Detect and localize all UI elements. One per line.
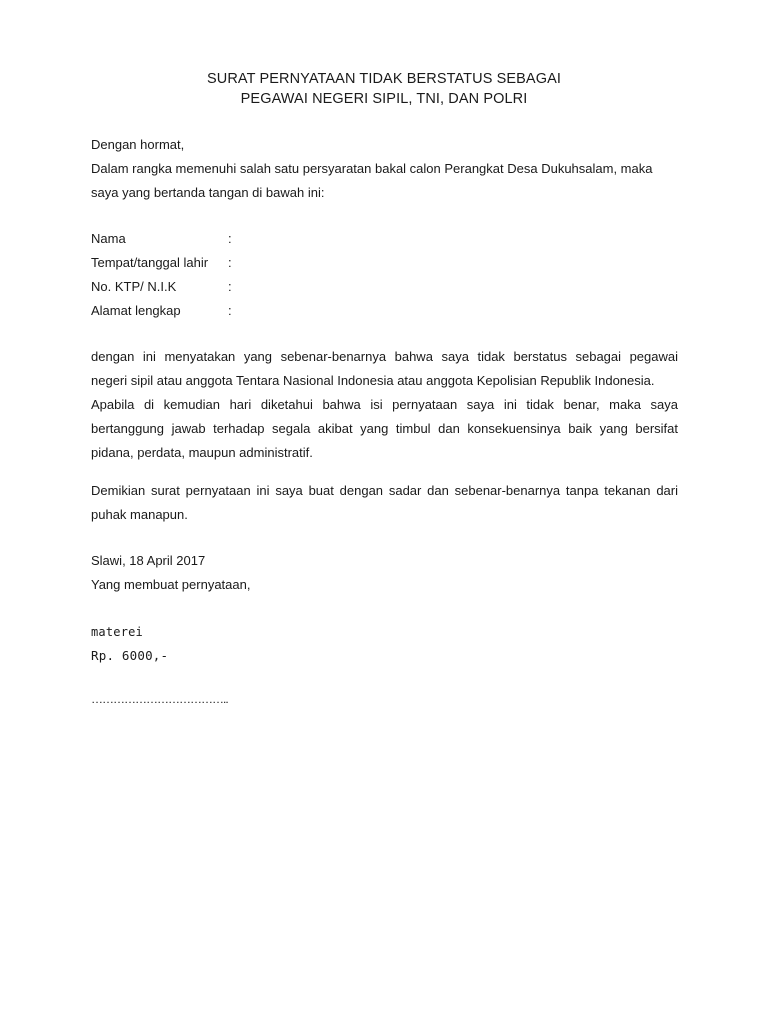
- field-nama: [91, 231, 232, 246]
- statement-line: pidana, perdata, maupun administratif.: [91, 445, 313, 460]
- field-alamat-lengkap: [91, 303, 232, 318]
- field-colon: :: [228, 231, 232, 246]
- field-colon: :: [228, 279, 232, 294]
- statement-line: bertanggung jawab terhadap segala akibat yang timbul dan konsekuensinya baik yang bersifat: [91, 421, 678, 436]
- field-tempat-tanggal-lahir: [91, 255, 232, 270]
- document-title-line-1: SURAT PERNYATAAN TIDAK BERSTATUS SEBAGAI: [207, 71, 561, 87]
- field-colon: :: [228, 255, 232, 270]
- field-label: No. KTP/ N.I.K: [91, 279, 177, 294]
- intro-line-1: Dalam rangka memenuhi salah satu persyaratan bakal calon Perangkat Desa Dukuhsalam, maka: [91, 161, 653, 176]
- stamp-value: Rp. 6000,-: [91, 648, 169, 663]
- closing-line: puhak manapun.: [91, 507, 188, 522]
- intro-line-2: saya yang bertanda tangan di bawah ini:: [91, 185, 325, 200]
- statement-line: Apabila di kemudian hari diketahui bahwa isi pernyataan saya ini tidak benar, maka saya: [91, 397, 678, 412]
- signature-name-placeholder: ………………………………..: [91, 692, 228, 706]
- statement-line: negeri sipil atau anggota Tentara Nasional Indonesia atau anggota Kepolisian Republik Indonesia.: [91, 373, 655, 388]
- statement-paragraph: [91, 348, 678, 468]
- field-label: Tempat/tanggal lahir: [91, 255, 209, 270]
- field-no-ktp-nik: [91, 279, 232, 294]
- closing-line: Demikian surat pernyataan ini saya buat dengan sadar dan sebenar-benarnya tanpa tekanan dari: [91, 483, 678, 498]
- field-colon: :: [228, 303, 232, 318]
- statement-line: dengan ini menyatakan yang sebenar-benarnya bahwa saya tidak berstatus sebagai pegawai: [91, 349, 678, 364]
- field-label: Nama: [91, 231, 126, 246]
- field-label: Alamat lengkap: [91, 303, 181, 318]
- document-title-line-2: PEGAWAI NEGERI SIPIL, TNI, DAN POLRI: [240, 91, 528, 107]
- salutation: Dengan hormat,: [91, 137, 185, 152]
- closing-paragraph: [91, 482, 678, 530]
- signer-label: Yang membuat pernyataan,: [91, 577, 251, 592]
- stamp-label: materei: [91, 625, 143, 639]
- place-date: Slawi, 18 April 2017: [91, 553, 206, 568]
